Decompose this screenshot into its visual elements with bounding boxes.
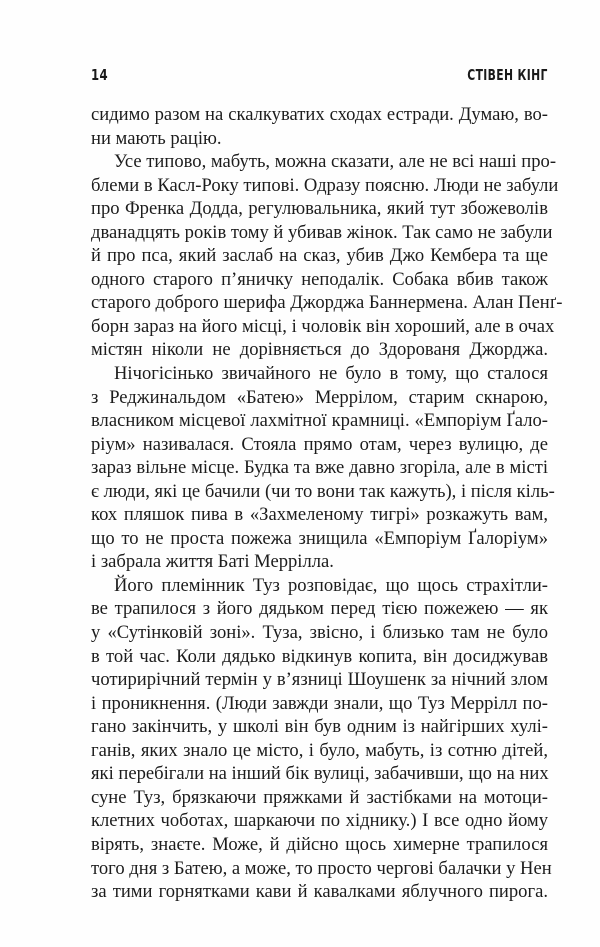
- text-line: й про пса, який заслаб на сказ, убив Джо Кембера та ще: [91, 245, 548, 267]
- text-line: того дня з Батею, а може, то просто чергові балачки у Нен: [91, 857, 552, 879]
- text-line: і проникнення. (Люди завжди знали, що Туз Меррілл по-: [91, 692, 548, 714]
- text-line: Його племінник Туз розповідає, що щось страхітли-: [114, 574, 548, 596]
- running-head-author: СТІВЕН КІНГ: [467, 66, 548, 84]
- text-line: є люди, які це бачили (чи то вони так кажуть), і після кіль-: [91, 480, 555, 502]
- body-text: [91, 103, 563, 904]
- text-line: борн зараз на його місці, і чоловік він хороший, але в очах: [91, 315, 555, 337]
- text-line: кох пляшок пива в «Захмеленому тигрі» розкажуть вам,: [91, 504, 548, 526]
- text-line: про Френка Додда, регулювальника, який тут збожеволів: [91, 198, 548, 220]
- text-line: Усе типово, мабуть, можна сказати, але не всі наші про-: [114, 151, 557, 173]
- text-line: за тими горнятками кави й кавалками яблучного пирога.: [91, 881, 548, 903]
- text-line: клетних чоботах, шаркаючи по хіднику.) І все одно йому: [91, 810, 548, 832]
- text-line: сидимо разом на скалкуватих сходах естради. Думаю, во-: [91, 104, 548, 125]
- text-line: в той час. Коли дядько відкинув копита, він досиджував: [91, 645, 548, 667]
- page-number: 14: [91, 66, 109, 84]
- text-line: які перебігали на інший бік вулиці, забачивши, що на них: [91, 763, 549, 785]
- text-line: чотирирічний термін у в’язниці Шоушенк за нічний злом: [91, 669, 548, 691]
- text-line: ганів, яких знало це місто, і було, мабуть, із сотню дітей,: [91, 739, 548, 761]
- text-line: і забрала життя Баті Меррілла.: [91, 551, 334, 573]
- text-line: містян ніколи не дорівняється до Здорованя Джорджа.: [91, 339, 548, 361]
- text-line: ве трапилося з його дядьком перед тією пожежею — як: [91, 598, 548, 620]
- text-line: ни мають рацію.: [91, 127, 222, 149]
- text-line: блеми в Касл-Року типові. Одразу поясню. Люди не забули: [91, 174, 559, 196]
- text-line: старого доброго шерифа Джорджа Баннермена. Алан Пенґ-: [91, 292, 563, 314]
- text-line: з Реджинальдом «Батею» Меррілом, старим скнарою,: [91, 386, 548, 408]
- text-line: одного старого п’яничку неподалік. Собака вбив також: [91, 268, 548, 290]
- text-line: власником місцевої лахмітної крамниці. «Емпоріум Ґало-: [91, 410, 548, 432]
- text-line: у «Сутінковій зоні». Туза, звісно, і близько там не було: [91, 622, 548, 644]
- text-line: Нічогісінько звичайного не було в тому, що сталося: [114, 363, 548, 385]
- text-line: ріум» називалася. Стояла прямо отам, через вулицю, де: [91, 433, 548, 455]
- text-line: суне Туз, брязкаючи пряжками й застібками на мотоци-: [91, 786, 548, 808]
- text-line: що то не проста пожежа знищила «Емпоріум Ґалоріум»: [91, 527, 548, 549]
- page-header: [91, 66, 548, 90]
- text-line: вірять, знаєте. Може, й дійсно щось химерне трапилося: [91, 833, 548, 855]
- text-line: гано закінчить, у школі він був одним із найгірших хулі-: [91, 716, 548, 738]
- text-line: зараз вільне місце. Будка та вже давно згоріла, але в місті: [91, 457, 548, 479]
- text-line: дванадцять років тому й убивав жінок. Так само не забули: [91, 221, 553, 243]
